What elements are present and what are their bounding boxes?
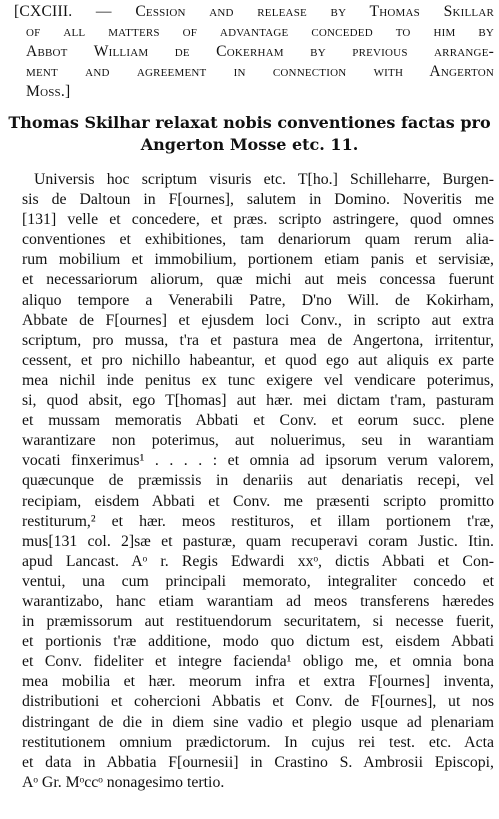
black-letter-title: Angerton Mosse etc. 11.	[140, 135, 359, 154]
body-line: cessent, et pro nichillo habeantur, et quod ego aut aliquis ex parte	[22, 351, 494, 369]
body-line: mus[131 col. 2]sæ et pasturæ, quam recuperavi coram Justic. Itin.	[22, 532, 494, 550]
body-line: aliquo tempore a Venerabili Patre, D'no Will. de Kokirham,	[22, 291, 494, 309]
body-line: distringant de die in diem sine vadio et plegio usque ad plenariam	[22, 713, 494, 731]
body-line: conventiones et exhibitiones, tam denariorum quam rerum alia-	[22, 231, 494, 249]
body-line: mea nichil inde penitus ex tunc exigere vel vendicare poterimus,	[22, 371, 494, 389]
body-line: et Conv. fideliter et integre facienda¹ obligo me, et omnia bona	[22, 653, 494, 671]
body-line: recipiam, eisdem Abbati et Conv. me præsenti scripto promitto	[22, 492, 494, 510]
body-line: restitutionem omnium prædictorum. In cujus rei test. etc. Acta	[22, 733, 494, 751]
body-line: in præmissorum aut restituendorum securitatem, si necesse fuerit,	[22, 613, 494, 631]
body-line: sis de Daltoun in F[ournes], salutem in Domino. Noveritis me	[22, 191, 494, 209]
body-line: warantizabo, hanc etiam warantiam ad meos transferens hæredes	[22, 592, 494, 610]
heading-line: ment and agreement in connection with Angerton	[26, 63, 494, 80]
body-line: Abbate de F[ournes] et ejusdem loci Conv., in scripto aut extra	[22, 311, 494, 329]
body-line: si, quod absit, ego T[homas] aut hær. mei dictam t'ram, pasturam	[22, 392, 494, 410]
body-line: et mussam memoratis Abbati et Conv. et eorum succ. plene	[22, 412, 494, 430]
heading-line: Abbot William de Cokerham by previous arrange-	[26, 43, 494, 60]
charter-heading	[14, 2, 494, 102]
charter-body	[22, 170, 494, 793]
body-line: et data in Abbatia F[ournesii] in Crastino S. Ambrosii Episcopi,	[22, 753, 494, 771]
body-line: distributioni et cohercioni Abbatis et Conv. de F[ournes], ut nos	[22, 693, 494, 711]
body-line: [131] velle et concedere, et præs. scripto astringere, quod omnes	[22, 211, 494, 229]
body-line: restiturum,² et hær. meos restituros, et illam portionem t'ræ,	[22, 512, 494, 530]
body-line: et portionis t'ræ additione, modo quo dictum est, eisdem Abbati	[22, 633, 494, 651]
body-line: rum mobilium et immobilium, portionem etiam panis et servisiæ,	[22, 251, 494, 269]
body-line: Aᵒ Gr. Mᵒccᵒ nonagesimo tertio.	[22, 773, 225, 791]
body-line: Universis hoc scriptum visuris etc. T[ho.] Schilleharre, Burgen-	[34, 171, 494, 188]
body-line: vocati finxerimus¹ . . . . : et omnia ad ipsorum verum valorem,	[22, 452, 494, 470]
body-line: quæcunque de præmissis in denariis aut denariatis recepi, vel	[22, 472, 494, 490]
black-letter-title: Thomas Skilhar relaxat nobis conventiones factas pro	[8, 113, 491, 132]
body-line: warantizare non poterimus, aut noluerimus, seu in warantiam	[22, 432, 494, 450]
heading-line: Moss.]	[26, 83, 71, 100]
body-line: et necessariorum aliorum, quæ michi aut meis concessa fuerunt	[22, 271, 494, 289]
heading-line: of all matters of advantage conceded to him by	[26, 23, 494, 40]
body-line: scriptum, pro mussa, t'ra et pastura mea de Angertona, irritentur,	[22, 331, 494, 349]
body-line: apud Lancast. Aᵒ r. Regis Edwardi xxᵒ, dictis Abbati et Con-	[22, 552, 494, 570]
body-line: ventui, una cum principali memorato, integraliter concedo et	[22, 572, 494, 590]
heading-line: [CXCIII. — Cession and release by Thomas Skillar	[14, 3, 494, 20]
body-line: mea mobilia et hær. meorum infra et extra F[ournes] inventa,	[22, 673, 494, 691]
